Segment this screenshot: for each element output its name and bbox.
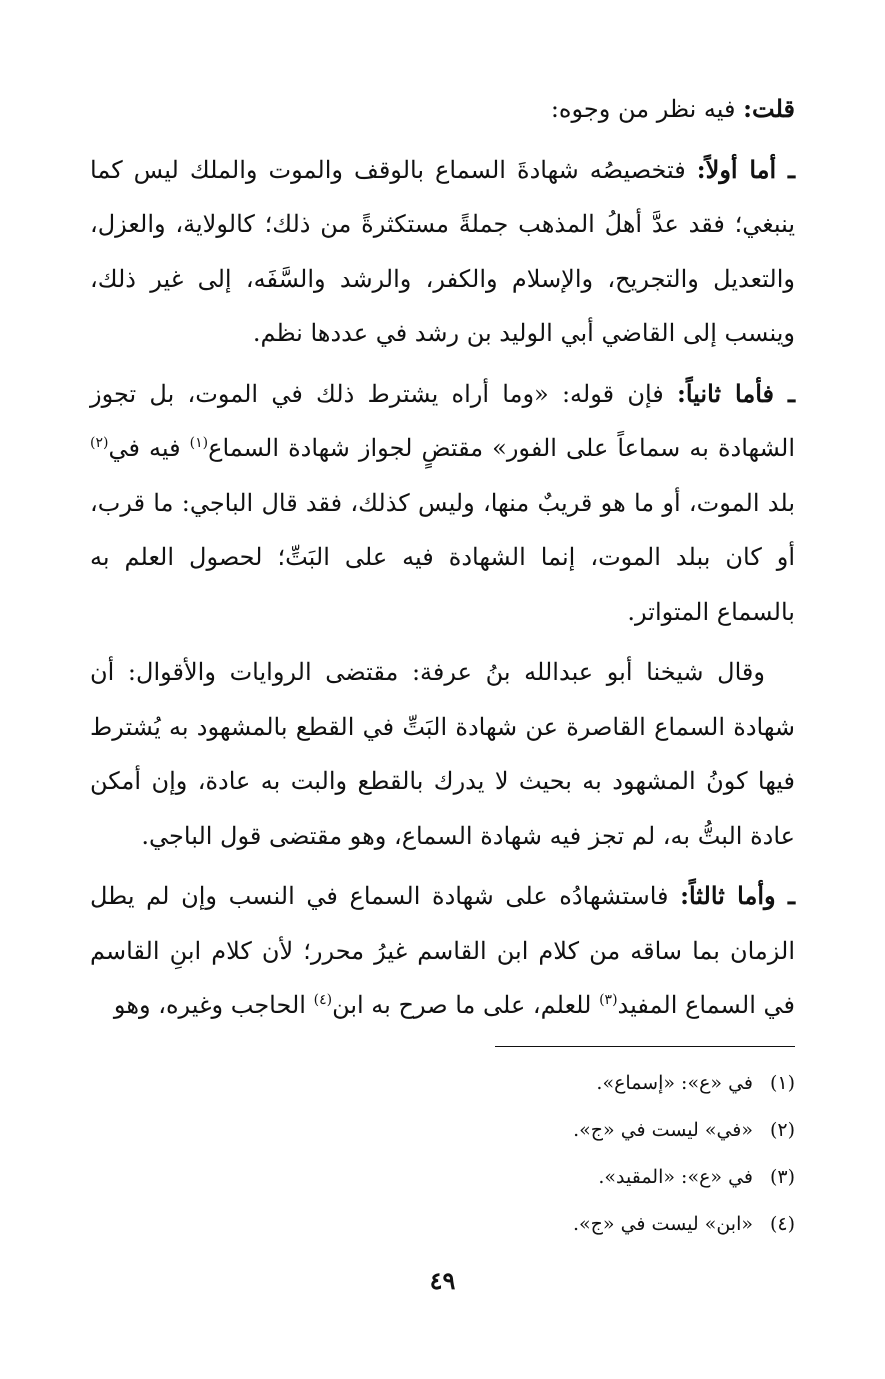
paragraph-5	[90, 869, 795, 1033]
paragraph-text: الحاجب وغيره، وهو	[113, 991, 314, 1019]
paragraph-text: فيه نظر من وجوه:	[550, 95, 744, 123]
paragraph-text: فيه في	[108, 434, 190, 462]
page-number: ٤٩	[429, 1266, 456, 1295]
main-text	[90, 82, 795, 1039]
footnotes	[90, 1060, 795, 1248]
paragraph-lead: ـ فأما ثانياً:	[677, 378, 796, 408]
paragraph-2	[90, 143, 795, 361]
footnote-text: «ابن» ليست في «ج».	[573, 1213, 753, 1235]
paragraph-lead: ـ أما أولاً:	[696, 154, 795, 184]
paragraph-text: فاستشهادُه على شهادة السماع في النسب وإن لم يطل الزمان بما ساقه من كلام ابن القاسم غيرُ محرر؛ لأن كلام ابنِ القاسم في السماع المفيد	[90, 882, 795, 1019]
footnote-ref-3: (٣)	[599, 992, 618, 1008]
footnote-number: (٣)	[769, 1166, 795, 1188]
footnote-divider	[495, 1046, 795, 1047]
footnote-number: (١)	[769, 1072, 795, 1094]
footnote-1	[90, 1060, 795, 1107]
footnote-ref-4: (٤)	[313, 992, 333, 1008]
paragraph-3	[90, 367, 795, 640]
paragraph-text: للعلم، على ما صرح به ابن	[332, 991, 600, 1019]
footnote-text: في «ع»: «المقيد».	[598, 1166, 753, 1188]
footnote-ref-2: (٢)	[90, 435, 109, 451]
paragraph-1	[90, 82, 795, 137]
footnote-ref-1: (١)	[189, 435, 209, 451]
paragraph-lead: قلت:	[743, 94, 795, 123]
footnote-number: (٢)	[769, 1119, 795, 1141]
paragraph-text: وقال شيخنا أبو عبدالله بنُ عرفة: مقتضى الروايات والأقوال: أن شهادة السماع القاصرة عن شهادة البَتِّ في القطع بالمشهود به يُشترط فيها كونُ المشهود به بحيث لا يدرك بالقطع والبت به عادة، وإن أمكن عادة البتُّ به، لم تجز فيه شهادة السماع، وهو مقتضى قول الباجي.	[90, 658, 795, 850]
footnote-text: «في» ليست في «ج».	[573, 1119, 753, 1141]
footnote-3	[90, 1154, 795, 1201]
paragraph-4	[90, 645, 795, 863]
footnote-4	[90, 1201, 795, 1248]
footnote-2	[90, 1107, 795, 1154]
paragraph-text: بلد الموت، أو ما هو قريبٌ منها، وليس كذلك، فقد قال الباجي: ما قرب، أو كان ببلد الموت، إنما الشهادة فيه على البَتِّ؛ لحصول العلم به بالسماع المتواتر.	[90, 488, 795, 626]
paragraph-text: فتخصيصُه شهادةَ السماع بالوقف والموت والملك ليس كما ينبغي؛ فقد عدَّ أهلُ المذهب جملةً مستكثرةً من ذلك؛ كالولاية، والعزل، والتعديل والتجريح، والإسلام والكفر، والرشد والسَّفَه، إلى غير ذلك، وينسب إلى القاضي أبي الوليد بن رشد في عددها نظم.	[90, 155, 795, 347]
footnote-text: في «ع»: «إسماع».	[596, 1072, 753, 1094]
paragraph-text: فإن قوله: «وما أراه يشترط ذلك في الموت، بل تجوز الشهادة به سماعاً على الفور» مقتضٍ لجواز شهادة السماع	[90, 379, 795, 462]
paragraph-lead: ـ وأما ثالثاً:	[680, 881, 795, 910]
footnote-number: (٤)	[769, 1213, 795, 1235]
